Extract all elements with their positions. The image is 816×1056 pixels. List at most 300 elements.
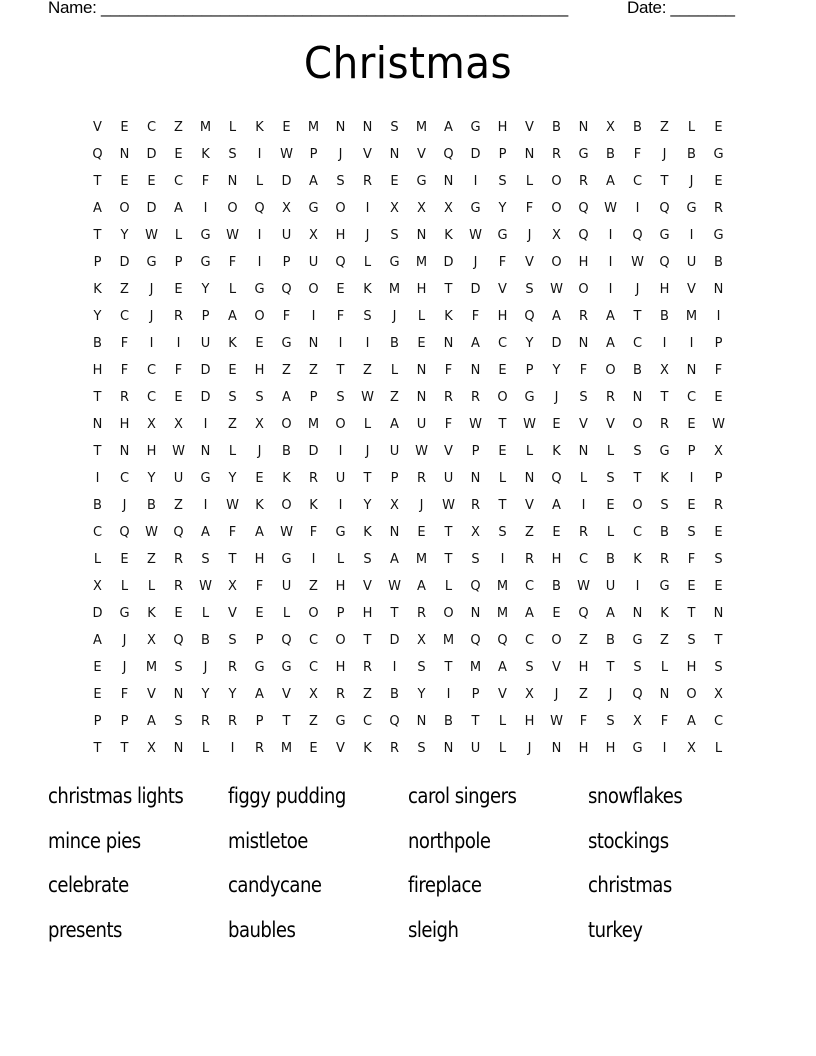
grid-cell: G bbox=[713, 228, 724, 243]
grid-cell: N bbox=[470, 606, 481, 621]
grid-cell: N bbox=[308, 336, 319, 351]
grid-cell: H bbox=[146, 444, 157, 459]
grid-cell: N bbox=[443, 174, 454, 189]
grid-cell: W bbox=[631, 255, 644, 270]
grid-cell: Y bbox=[201, 282, 210, 297]
grid-cell: W bbox=[550, 282, 563, 297]
grid-cell: B bbox=[633, 120, 642, 135]
grid-cell: I bbox=[338, 498, 343, 513]
grid-cell: J bbox=[365, 444, 370, 459]
grid-cell: Y bbox=[228, 687, 237, 702]
grid-cell: E bbox=[255, 606, 264, 621]
grid-cell: F bbox=[471, 309, 480, 324]
grid-cell: Q bbox=[119, 525, 130, 540]
grid-cell: E bbox=[552, 525, 561, 540]
grid-cell: E bbox=[174, 147, 183, 162]
grid-cell: U bbox=[308, 255, 319, 270]
grid-cell: W bbox=[226, 228, 239, 243]
grid-cell: B bbox=[93, 336, 102, 351]
grid-cell: W bbox=[415, 444, 428, 459]
grid-cell: M bbox=[415, 255, 428, 270]
grid-cell: G bbox=[416, 174, 427, 189]
grid-cell: H bbox=[335, 228, 346, 243]
grid-cell: A bbox=[255, 525, 264, 540]
grid-cell: E bbox=[93, 660, 102, 675]
grid-cell: Q bbox=[173, 633, 184, 648]
grid-cell: N bbox=[389, 147, 400, 162]
grid-cell: S bbox=[525, 660, 534, 675]
grid-cell: W bbox=[577, 579, 590, 594]
grid-cell: F bbox=[525, 201, 534, 216]
grid-cell: W bbox=[145, 525, 158, 540]
grid-cell: W bbox=[523, 417, 536, 432]
grid-cell: P bbox=[471, 687, 480, 702]
grid-cell: A bbox=[390, 552, 399, 567]
grid-cell: X bbox=[552, 228, 561, 243]
grid-cell: E bbox=[390, 174, 399, 189]
grid-cell: I bbox=[716, 309, 721, 324]
grid-cell: T bbox=[660, 174, 669, 189]
grid-cell: I bbox=[662, 336, 667, 351]
grid-cell: P bbox=[309, 147, 318, 162]
grid-cell: J bbox=[635, 282, 640, 297]
grid-cell: E bbox=[687, 417, 696, 432]
grid-cell: C bbox=[146, 390, 157, 405]
grid-cell: V bbox=[498, 282, 507, 297]
grid-cell: W bbox=[280, 525, 293, 540]
grid-cell: K bbox=[282, 471, 291, 486]
grid-cell: T bbox=[336, 363, 345, 378]
grid-cell: L bbox=[363, 417, 372, 432]
grid-cell: Z bbox=[174, 498, 183, 513]
grid-cell: N bbox=[173, 687, 184, 702]
grid-cell: C bbox=[173, 174, 184, 189]
word-list-item: sleigh bbox=[408, 917, 459, 942]
grid-cell: C bbox=[119, 309, 130, 324]
grid-cell: F bbox=[714, 363, 723, 378]
grid-cell: E bbox=[255, 471, 264, 486]
grid-cell: O bbox=[335, 417, 346, 432]
grid-cell: X bbox=[93, 579, 102, 594]
grid-cell: P bbox=[93, 255, 102, 270]
grid-cell: S bbox=[687, 633, 696, 648]
grid-cell: R bbox=[227, 714, 238, 729]
grid-cell: E bbox=[120, 120, 129, 135]
grid-cell: R bbox=[443, 390, 454, 405]
grid-cell: G bbox=[281, 660, 292, 675]
grid-cell: V bbox=[282, 687, 291, 702]
grid-cell: F bbox=[120, 336, 129, 351]
grid-cell: M bbox=[469, 660, 482, 675]
grid-cell: O bbox=[551, 201, 562, 216]
grid-cell: S bbox=[201, 552, 210, 567]
grid-cell: N bbox=[659, 687, 670, 702]
grid-cell: A bbox=[93, 201, 102, 216]
grid-cell: N bbox=[713, 282, 724, 297]
word-list-item: mince pies bbox=[48, 828, 141, 853]
grid-cell: C bbox=[362, 714, 373, 729]
grid-cell: L bbox=[93, 552, 102, 567]
grid-cell: C bbox=[578, 552, 589, 567]
grid-cell: H bbox=[335, 660, 346, 675]
grid-cell: I bbox=[257, 255, 262, 270]
grid-cell: R bbox=[173, 309, 184, 324]
grid-cell: Z bbox=[228, 417, 237, 432]
grid-cell: P bbox=[309, 390, 318, 405]
grid-cell: J bbox=[662, 147, 667, 162]
grid-cell: F bbox=[201, 174, 210, 189]
grid-cell: E bbox=[687, 579, 696, 594]
grid-cell: N bbox=[632, 606, 643, 621]
grid-cell: G bbox=[686, 201, 697, 216]
grid-cell: O bbox=[335, 201, 346, 216]
grid-cell: N bbox=[524, 147, 535, 162]
grid-cell: W bbox=[280, 147, 293, 162]
grid-cell: P bbox=[93, 714, 102, 729]
grid-cell: Q bbox=[470, 633, 481, 648]
grid-cell: I bbox=[338, 336, 343, 351]
grid-cell: A bbox=[525, 606, 534, 621]
word-list-item: christmas lights bbox=[48, 784, 184, 808]
grid-cell: I bbox=[635, 201, 640, 216]
grid-cell: T bbox=[714, 633, 723, 648]
grid-cell: B bbox=[147, 498, 156, 513]
grid-cell: A bbox=[444, 120, 453, 135]
grid-cell: S bbox=[606, 714, 615, 729]
word-list-item: carol singers bbox=[408, 784, 517, 808]
grid-cell: I bbox=[149, 336, 154, 351]
grid-cell: N bbox=[173, 741, 184, 756]
grid-cell: A bbox=[687, 714, 696, 729]
grid-cell: H bbox=[686, 660, 697, 675]
grid-cell: Q bbox=[335, 255, 346, 270]
grid-cell: I bbox=[392, 660, 397, 675]
grid-cell: X bbox=[147, 633, 156, 648]
grid-cell: I bbox=[176, 336, 181, 351]
grid-cell: I bbox=[257, 147, 262, 162]
grid-cell: V bbox=[417, 147, 426, 162]
grid-cell: X bbox=[390, 201, 399, 216]
grid-cell: N bbox=[335, 120, 346, 135]
grid-cell: E bbox=[120, 552, 129, 567]
grid-cell: V bbox=[579, 417, 588, 432]
grid-cell: P bbox=[174, 255, 183, 270]
grid-cell: N bbox=[416, 228, 427, 243]
grid-cell: M bbox=[496, 606, 509, 621]
grid-cell: H bbox=[578, 255, 589, 270]
grid-cell: W bbox=[469, 228, 482, 243]
grid-cell: O bbox=[632, 498, 643, 513]
grid-cell: B bbox=[714, 255, 723, 270]
grid-cell: O bbox=[605, 363, 616, 378]
grid-cell: U bbox=[335, 471, 346, 486]
grid-cell: O bbox=[443, 606, 454, 621]
grid-cell: W bbox=[550, 714, 563, 729]
word-list-item: mistletoe bbox=[228, 828, 308, 853]
grid-cell: I bbox=[635, 579, 640, 594]
grid-cell: J bbox=[338, 147, 343, 162]
grid-cell: S bbox=[228, 390, 237, 405]
grid-cell: K bbox=[201, 147, 210, 162]
grid-cell: H bbox=[497, 120, 508, 135]
grid-cell: D bbox=[470, 147, 481, 162]
grid-cell: O bbox=[281, 498, 292, 513]
grid-cell: E bbox=[552, 606, 561, 621]
grid-cell: G bbox=[254, 282, 265, 297]
grid-cell: D bbox=[308, 444, 319, 459]
grid-cell: F bbox=[579, 363, 588, 378]
grid-cell: G bbox=[254, 660, 265, 675]
grid-cell: C bbox=[308, 660, 319, 675]
grid-cell: X bbox=[309, 687, 318, 702]
grid-cell: X bbox=[228, 579, 237, 594]
grid-cell: E bbox=[606, 498, 615, 513]
grid-cell: D bbox=[470, 282, 481, 297]
grid-cell: X bbox=[390, 498, 399, 513]
grid-cell: B bbox=[687, 147, 696, 162]
grid-cell: E bbox=[687, 498, 696, 513]
grid-cell: I bbox=[365, 336, 370, 351]
grid-cell: D bbox=[389, 633, 400, 648]
grid-cell: T bbox=[282, 714, 291, 729]
grid-cell: U bbox=[686, 255, 697, 270]
grid-cell: T bbox=[606, 660, 615, 675]
grid-cell: D bbox=[443, 255, 454, 270]
grid-cell: B bbox=[552, 579, 561, 594]
grid-cell: I bbox=[338, 444, 343, 459]
grid-cell: G bbox=[659, 579, 670, 594]
grid-cell: U bbox=[200, 336, 211, 351]
grid-cell: V bbox=[525, 498, 534, 513]
grid-cell: O bbox=[551, 633, 562, 648]
grid-cell: X bbox=[309, 228, 318, 243]
grid-cell: S bbox=[714, 660, 723, 675]
word-list-item: fireplace bbox=[408, 873, 482, 897]
grid-cell: I bbox=[203, 498, 208, 513]
grid-cell: A bbox=[417, 579, 426, 594]
grid-cell: Q bbox=[254, 201, 265, 216]
grid-cell: T bbox=[363, 633, 372, 648]
grid-cell: C bbox=[146, 120, 157, 135]
grid-cell: J bbox=[149, 309, 154, 324]
word-list-item: figgy pudding bbox=[228, 784, 346, 808]
grid-cell: P bbox=[201, 309, 210, 324]
grid-cell: N bbox=[470, 471, 481, 486]
grid-cell: K bbox=[660, 471, 669, 486]
grid-cell: R bbox=[470, 390, 481, 405]
grid-cell: C bbox=[308, 633, 319, 648]
grid-cell: T bbox=[444, 660, 453, 675]
grid-cell: T bbox=[498, 498, 507, 513]
grid-cell: M bbox=[199, 120, 212, 135]
grid-cell: A bbox=[471, 336, 480, 351]
grid-cell: H bbox=[254, 363, 265, 378]
grid-cell: K bbox=[255, 120, 264, 135]
grid-cell: K bbox=[444, 228, 453, 243]
grid-cell: Z bbox=[120, 282, 129, 297]
grid-cell: I bbox=[311, 552, 316, 567]
grid-cell: Q bbox=[578, 228, 589, 243]
grid-cell: F bbox=[633, 147, 642, 162]
grid-cell: R bbox=[119, 390, 130, 405]
grid-cell: F bbox=[660, 714, 669, 729]
grid-cell: F bbox=[444, 417, 453, 432]
grid-cell: F bbox=[228, 525, 237, 540]
grid-cell: O bbox=[227, 201, 238, 216]
grid-cell: R bbox=[578, 309, 589, 324]
grid-cell: J bbox=[689, 174, 694, 189]
grid-cell: G bbox=[713, 147, 724, 162]
grid-cell: G bbox=[335, 525, 346, 540]
grid-cell: X bbox=[714, 444, 723, 459]
grid-cell: T bbox=[93, 741, 102, 756]
grid-cell: X bbox=[687, 741, 696, 756]
grid-cell: V bbox=[687, 282, 696, 297]
grid-cell: W bbox=[172, 444, 185, 459]
grid-cell: D bbox=[281, 174, 292, 189]
grid-cell: C bbox=[119, 471, 130, 486]
grid-cell: C bbox=[686, 390, 697, 405]
header-fields bbox=[48, 0, 748, 20]
grid-cell: X bbox=[525, 687, 534, 702]
grid-cell: B bbox=[606, 633, 615, 648]
grid-cell: U bbox=[281, 228, 292, 243]
grid-cell: R bbox=[605, 390, 616, 405]
grid-cell: P bbox=[471, 444, 480, 459]
grid-cell: R bbox=[659, 417, 670, 432]
grid-cell: I bbox=[257, 228, 262, 243]
grid-cell: G bbox=[146, 255, 157, 270]
grid-cell: V bbox=[444, 444, 453, 459]
grid-cell: V bbox=[525, 255, 534, 270]
grid-cell: C bbox=[713, 714, 724, 729]
grid-cell: B bbox=[201, 633, 210, 648]
grid-cell: W bbox=[712, 417, 725, 432]
grid-cell: E bbox=[714, 390, 723, 405]
grid-cell: T bbox=[471, 714, 480, 729]
grid-cell: L bbox=[579, 471, 588, 486]
grid-cell: N bbox=[578, 444, 589, 459]
grid-cell: Z bbox=[660, 633, 669, 648]
grid-cell: O bbox=[281, 417, 292, 432]
grid-cell: K bbox=[309, 498, 318, 513]
grid-cell: F bbox=[228, 255, 237, 270]
grid-cell: E bbox=[714, 579, 723, 594]
grid-cell: H bbox=[254, 552, 265, 567]
grid-cell: P bbox=[498, 147, 507, 162]
grid-cell: G bbox=[470, 120, 481, 135]
grid-cell: T bbox=[93, 390, 102, 405]
grid-cell: S bbox=[498, 174, 507, 189]
grid-cell: M bbox=[145, 660, 158, 675]
grid-cell: V bbox=[336, 741, 345, 756]
grid-cell: E bbox=[147, 174, 156, 189]
grid-cell: P bbox=[714, 336, 723, 351]
grid-cell: P bbox=[120, 714, 129, 729]
grid-cell: B bbox=[606, 147, 615, 162]
grid-cell: T bbox=[687, 606, 696, 621]
grid-cell: A bbox=[606, 309, 615, 324]
grid-cell: Y bbox=[201, 687, 210, 702]
grid-cell: G bbox=[632, 741, 643, 756]
grid-cell: G bbox=[497, 228, 508, 243]
grid-cell: A bbox=[606, 174, 615, 189]
grid-cell: H bbox=[92, 363, 103, 378]
grid-cell: Q bbox=[281, 633, 292, 648]
grid-cell: S bbox=[525, 282, 534, 297]
word-list-item: celebrate bbox=[48, 873, 129, 897]
grid-cell: S bbox=[336, 390, 345, 405]
grid-cell: O bbox=[632, 417, 643, 432]
word-list-item: turkey bbox=[588, 917, 643, 942]
grid-cell: Q bbox=[443, 147, 454, 162]
grid-cell: Z bbox=[660, 120, 669, 135]
grid-cell: B bbox=[390, 336, 399, 351]
grid-cell: N bbox=[389, 525, 400, 540]
grid-cell: E bbox=[282, 120, 291, 135]
grid-cell: R bbox=[470, 498, 481, 513]
grid-cell: Z bbox=[282, 363, 291, 378]
grid-cell: S bbox=[579, 390, 588, 405]
grid-cell: F bbox=[309, 525, 318, 540]
grid-cell: N bbox=[632, 390, 643, 405]
grid-cell: X bbox=[471, 525, 480, 540]
grid-cell: P bbox=[714, 471, 723, 486]
grid-cell: L bbox=[390, 363, 399, 378]
grid-cell: N bbox=[524, 471, 535, 486]
grid-cell: X bbox=[633, 714, 642, 729]
grid-cell: W bbox=[442, 498, 455, 513]
grid-cell: Q bbox=[659, 255, 670, 270]
grid-cell: L bbox=[282, 606, 291, 621]
grid-cell: Q bbox=[659, 201, 670, 216]
grid-cell: L bbox=[525, 444, 534, 459]
grid-cell: O bbox=[551, 174, 562, 189]
grid-cell: B bbox=[390, 687, 399, 702]
grid-cell: E bbox=[309, 741, 318, 756]
grid-cell: Y bbox=[417, 687, 426, 702]
grid-cell: X bbox=[444, 201, 453, 216]
grid-cell: A bbox=[390, 417, 399, 432]
grid-cell: A bbox=[282, 390, 291, 405]
grid-cell: X bbox=[174, 417, 183, 432]
grid-cell: N bbox=[416, 363, 427, 378]
grid-cell: H bbox=[416, 282, 427, 297]
grid-cell: L bbox=[498, 471, 507, 486]
grid-cell: Q bbox=[497, 633, 508, 648]
grid-cell: S bbox=[660, 498, 669, 513]
word-search-grid bbox=[84, 114, 732, 762]
grid-cell: R bbox=[659, 552, 670, 567]
grid-cell: N bbox=[578, 120, 589, 135]
grid-cell: H bbox=[362, 606, 373, 621]
grid-cell: L bbox=[498, 714, 507, 729]
grid-cell: T bbox=[363, 471, 372, 486]
grid-cell: R bbox=[200, 714, 211, 729]
grid-cell: E bbox=[417, 336, 426, 351]
grid-cell: N bbox=[362, 120, 373, 135]
grid-cell: F bbox=[255, 579, 264, 594]
grid-cell: G bbox=[200, 255, 211, 270]
grid-cell: A bbox=[606, 336, 615, 351]
grid-cell: E bbox=[498, 363, 507, 378]
grid-cell: A bbox=[228, 309, 237, 324]
grid-cell: M bbox=[388, 282, 401, 297]
grid-cell: Z bbox=[525, 525, 534, 540]
grid-cell: N bbox=[227, 174, 238, 189]
grid-cell: J bbox=[122, 498, 127, 513]
grid-cell: W bbox=[199, 579, 212, 594]
